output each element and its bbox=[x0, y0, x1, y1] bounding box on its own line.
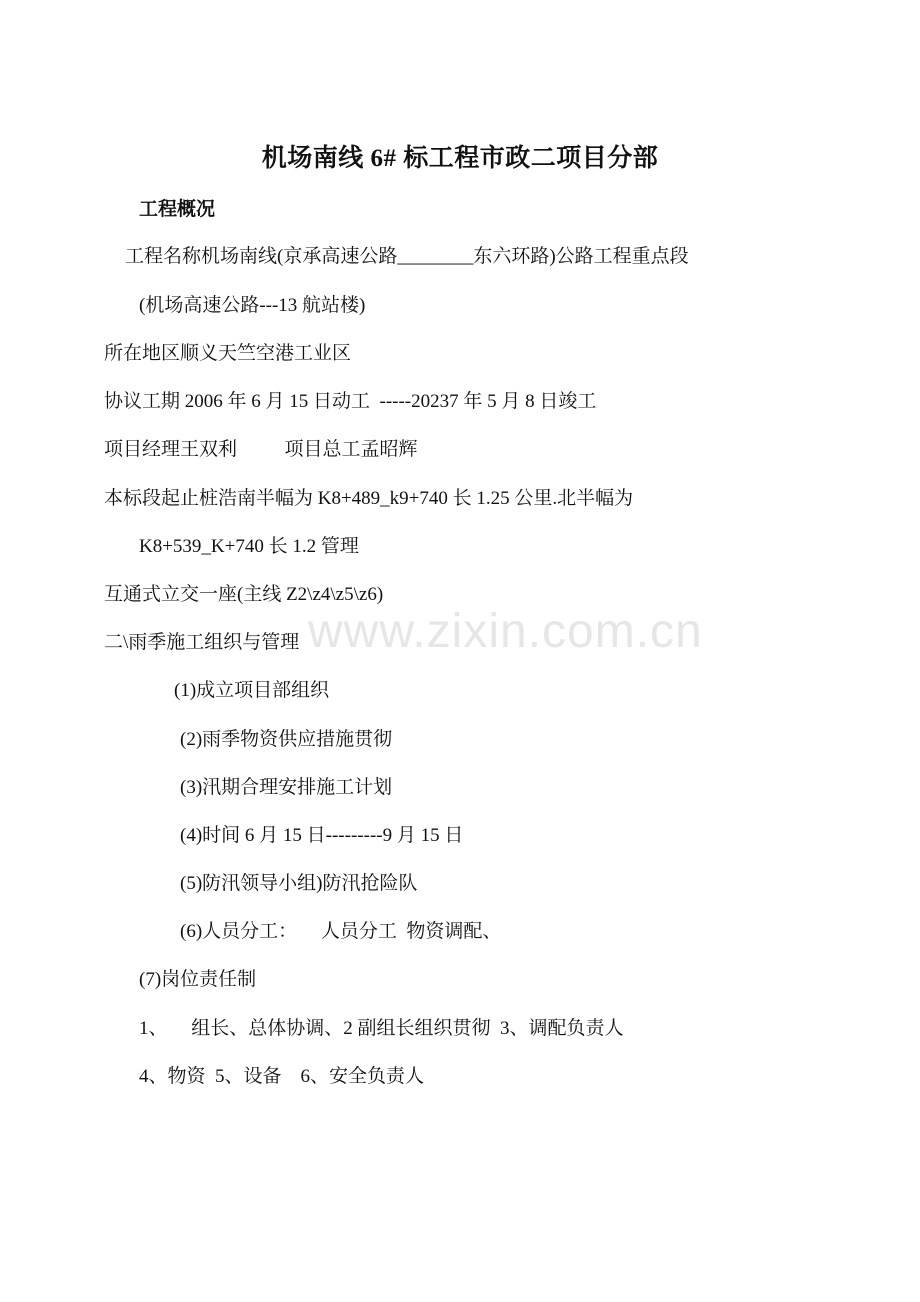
list-item-5: (5)防汛领导小组)防汛抢险队 bbox=[180, 873, 418, 894]
location-line: 所在地区顺义天竺空港工业区 bbox=[104, 343, 352, 364]
interchange-line: 互通式立交一座(主线 Z2\z4\z5\z6) bbox=[104, 584, 384, 605]
responsibility-line-2: 4、物资 5、设备 6、安全负责人 bbox=[139, 1066, 425, 1087]
list-item-1: (1)成立项目部组织 bbox=[174, 680, 330, 701]
list-item-4: (4)时间 6 月 15 日---------9 月 15 日 bbox=[180, 825, 464, 846]
list-item-7: (7)岗位责任制 bbox=[139, 969, 257, 990]
document-title: 机场南线 6# 标工程市政二项目分部 bbox=[261, 145, 659, 172]
section-heading: 工程概况 bbox=[139, 199, 216, 220]
watermark: www.zixin.com.cn bbox=[308, 605, 703, 658]
stake-range-line: 本标段起止桩浩南半幅为 K8+489_k9+740 长 1.25 公里.北半幅为 bbox=[104, 488, 634, 509]
rainy-season-heading: 二\雨季施工组织与管理 bbox=[104, 632, 300, 653]
responsibility-line-1: 1、 组长、总体协调、2 副组长组织贯彻 3、调配负责人 bbox=[139, 1018, 624, 1039]
contract-period-line: 协议工期 2006 年 6 月 15 日动工 -----20237 年 5 月 8 日竣工 bbox=[104, 391, 597, 412]
project-name-continuation: (机场高速公路---13 航站楼) bbox=[139, 295, 366, 316]
list-item-3: (3)汛期合理安排施工计划 bbox=[180, 777, 393, 798]
stake-range-continuation: K8+539_K+740 长 1.2 管理 bbox=[139, 536, 359, 557]
project-name-line: 工程名称机场南线(京承高速公路________东六环路)公路工程重点段 bbox=[125, 246, 689, 267]
list-item-6: (6)人员分工： 人员分工 物资调配、 bbox=[180, 921, 502, 942]
project-manager-line: 项目经理王双利 项目总工孟昭辉 bbox=[104, 439, 418, 460]
list-item-2: (2)雨季物资供应措施贯彻 bbox=[180, 729, 393, 750]
